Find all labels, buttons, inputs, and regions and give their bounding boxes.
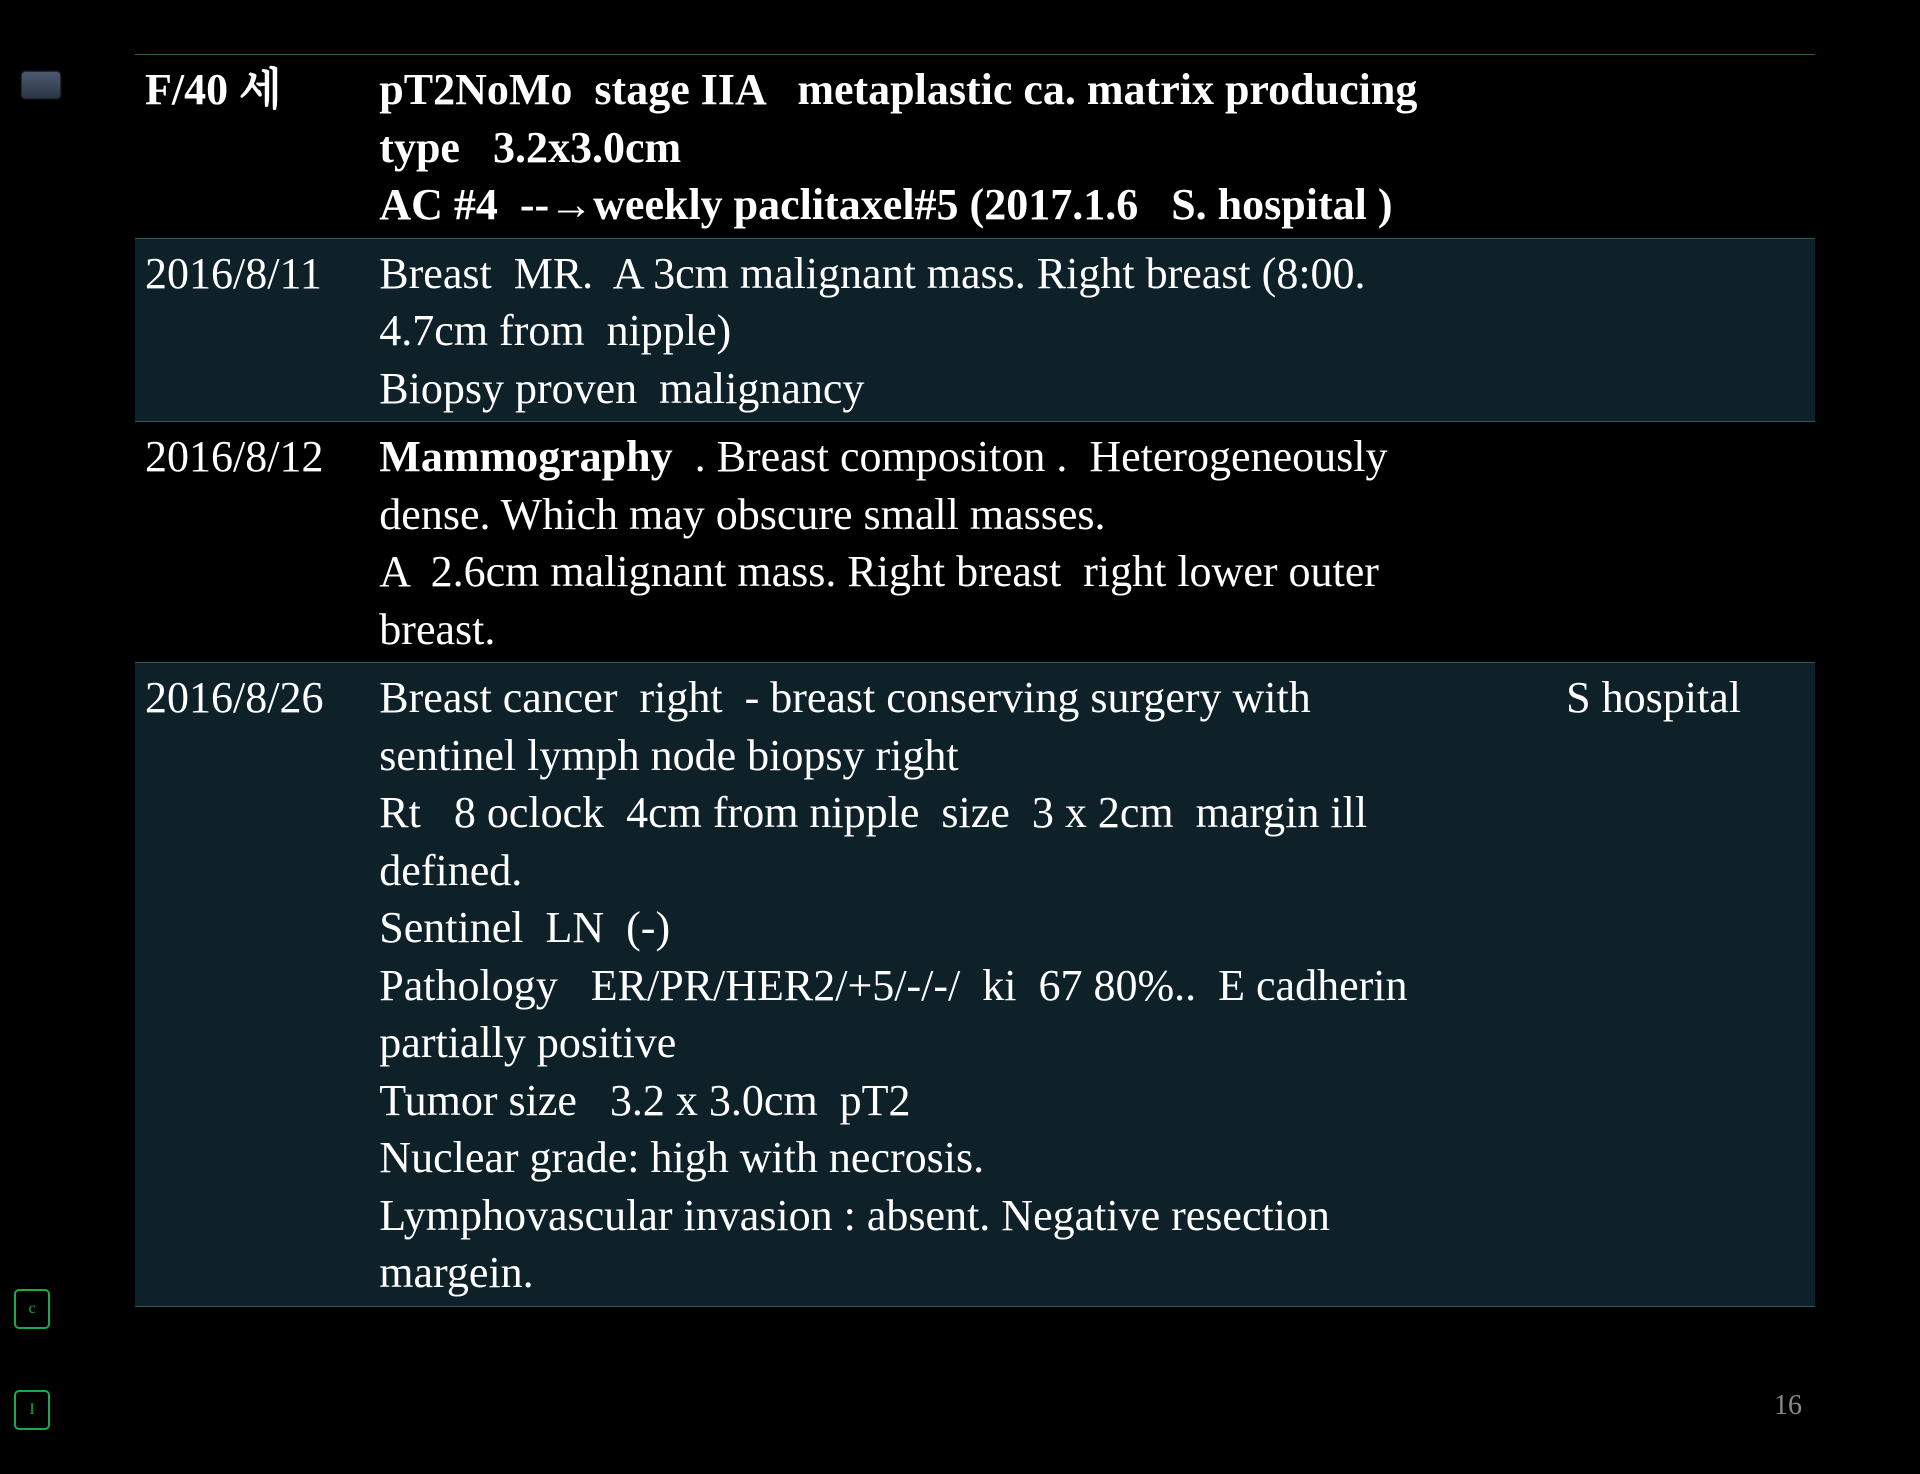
nav-c-button[interactable]: c bbox=[14, 1289, 50, 1329]
diagnosis-line: AC #4 --→weekly paclitaxel#5 (2017.1.6 S. hospital ) bbox=[379, 180, 1393, 229]
description-line: A 2.6cm malignant mass. Right breast right lower outer bbox=[379, 547, 1379, 596]
description-line: breast. bbox=[379, 604, 496, 654]
location-cell bbox=[1546, 238, 1815, 422]
date-cell: 2016/8/11 bbox=[145, 248, 322, 298]
description-line bbox=[379, 428, 1546, 486]
table-row-header bbox=[135, 55, 1815, 239]
location-cell bbox=[1546, 55, 1815, 239]
description-cell bbox=[379, 663, 1546, 1307]
description-line: 4.7cm from nipple) bbox=[379, 306, 732, 355]
description-line: Biopsy proven malignancy bbox=[379, 363, 865, 413]
location-cell bbox=[1546, 422, 1815, 663]
description-cell bbox=[379, 422, 1546, 663]
location-cell: S hospital bbox=[1566, 673, 1741, 722]
description-line: dense. Which may obscure small masses. bbox=[379, 489, 1106, 539]
description-line: margein. bbox=[379, 1248, 534, 1297]
description-line: Tumor size 3.2 x 3.0cm pT2 bbox=[379, 1075, 911, 1125]
description-cell bbox=[379, 238, 1546, 422]
table-row bbox=[135, 663, 1815, 1307]
description-line: Nuclear grade: high with necrosis. bbox=[379, 1133, 985, 1182]
case-history-table bbox=[135, 54, 1815, 1307]
description-line: Pathology ER/PR/HER2/+5/-/-/ ki 67 80%.. E cadherin bbox=[379, 960, 1408, 1010]
description-text: . Breast compositon . Heterogeneously bbox=[672, 432, 1388, 481]
description-line: Rt 8 oclock 4cm from nipple size 3 x 2cm margin ill bbox=[379, 788, 1368, 837]
table-row bbox=[135, 238, 1815, 422]
description-line: Breast cancer right - breast conserving surgery with bbox=[379, 673, 1311, 722]
diagnosis-summary bbox=[379, 55, 1546, 239]
description-line: Lymphovascular invasion : absent. Negative resection bbox=[379, 1190, 1330, 1240]
description-line: partially positive bbox=[379, 1018, 677, 1067]
table-row bbox=[135, 422, 1815, 663]
diagnosis-line: type 3.2x3.0cm bbox=[379, 122, 682, 172]
date-cell: 2016/8/12 bbox=[145, 432, 324, 481]
nav-i-button[interactable]: I bbox=[14, 1390, 50, 1430]
diagnosis-line: pT2NoMo stage IIA metaplastic ca. matrix producing bbox=[379, 65, 1418, 114]
description-line: sentinel lymph node biopsy right bbox=[379, 730, 959, 780]
description-line: Breast MR. A 3cm malignant mass. Right breast (8:00. bbox=[379, 248, 1366, 298]
patient-info: F/40 세 bbox=[145, 65, 282, 114]
page-number: 16 bbox=[1774, 1390, 1802, 1421]
date-cell: 2016/8/26 bbox=[145, 673, 324, 722]
slide-thumbnail-icon[interactable] bbox=[22, 72, 60, 98]
description-line: defined. bbox=[379, 845, 523, 895]
description-line: Sentinel LN (-) bbox=[379, 903, 671, 952]
exam-name: Mammography bbox=[379, 432, 673, 481]
